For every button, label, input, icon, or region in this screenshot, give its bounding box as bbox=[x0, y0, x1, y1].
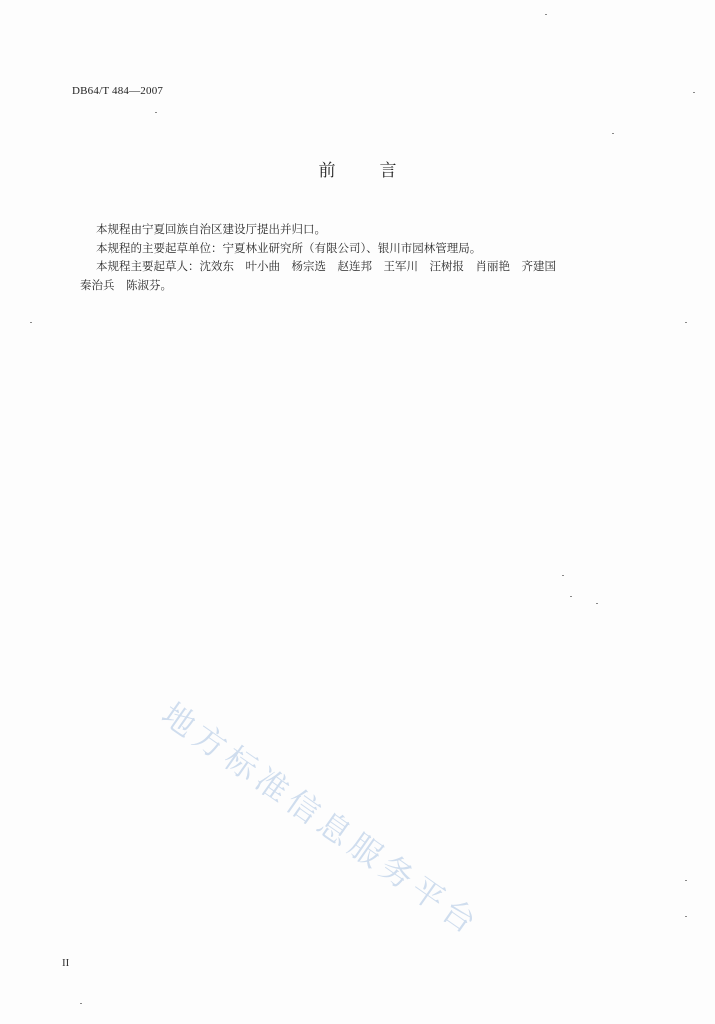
scan-speck bbox=[562, 575, 564, 576]
paragraph-proposer: 本规程由宁夏回族自治区建设厅提出并归口。 bbox=[96, 222, 326, 236]
scan-speck bbox=[693, 92, 695, 93]
foreword-body bbox=[80, 220, 616, 294]
scan-speck bbox=[685, 916, 687, 917]
paragraph-drafters: 本规程主要起草人：沈效东 叶小曲 杨宗选 赵连邦 王军川 汪树报 肖丽艳 齐建国 bbox=[96, 259, 556, 274]
scan-speck bbox=[545, 14, 547, 15]
paragraph-drafting-units: 本规程的主要起草单位：宁夏林业研究所（有限公司）、银川市园林管理局。 bbox=[96, 240, 482, 255]
scan-speck bbox=[596, 603, 598, 604]
scan-speck bbox=[570, 596, 572, 597]
page-title: 前言 bbox=[318, 161, 441, 181]
watermark: 地方标准信息服务平台 bbox=[154, 694, 488, 945]
scan-speck bbox=[612, 133, 614, 134]
scan-speck bbox=[685, 322, 687, 323]
standard-code: DB64/T 484—2007 bbox=[72, 85, 164, 97]
paragraph-drafters-continued: 秦治兵 陈淑芬。 bbox=[80, 277, 172, 292]
scan-speck bbox=[30, 322, 32, 323]
scan-speck bbox=[80, 1003, 82, 1004]
scan-speck bbox=[155, 112, 157, 113]
scan-speck bbox=[685, 880, 687, 881]
page-number: II bbox=[62, 957, 70, 969]
